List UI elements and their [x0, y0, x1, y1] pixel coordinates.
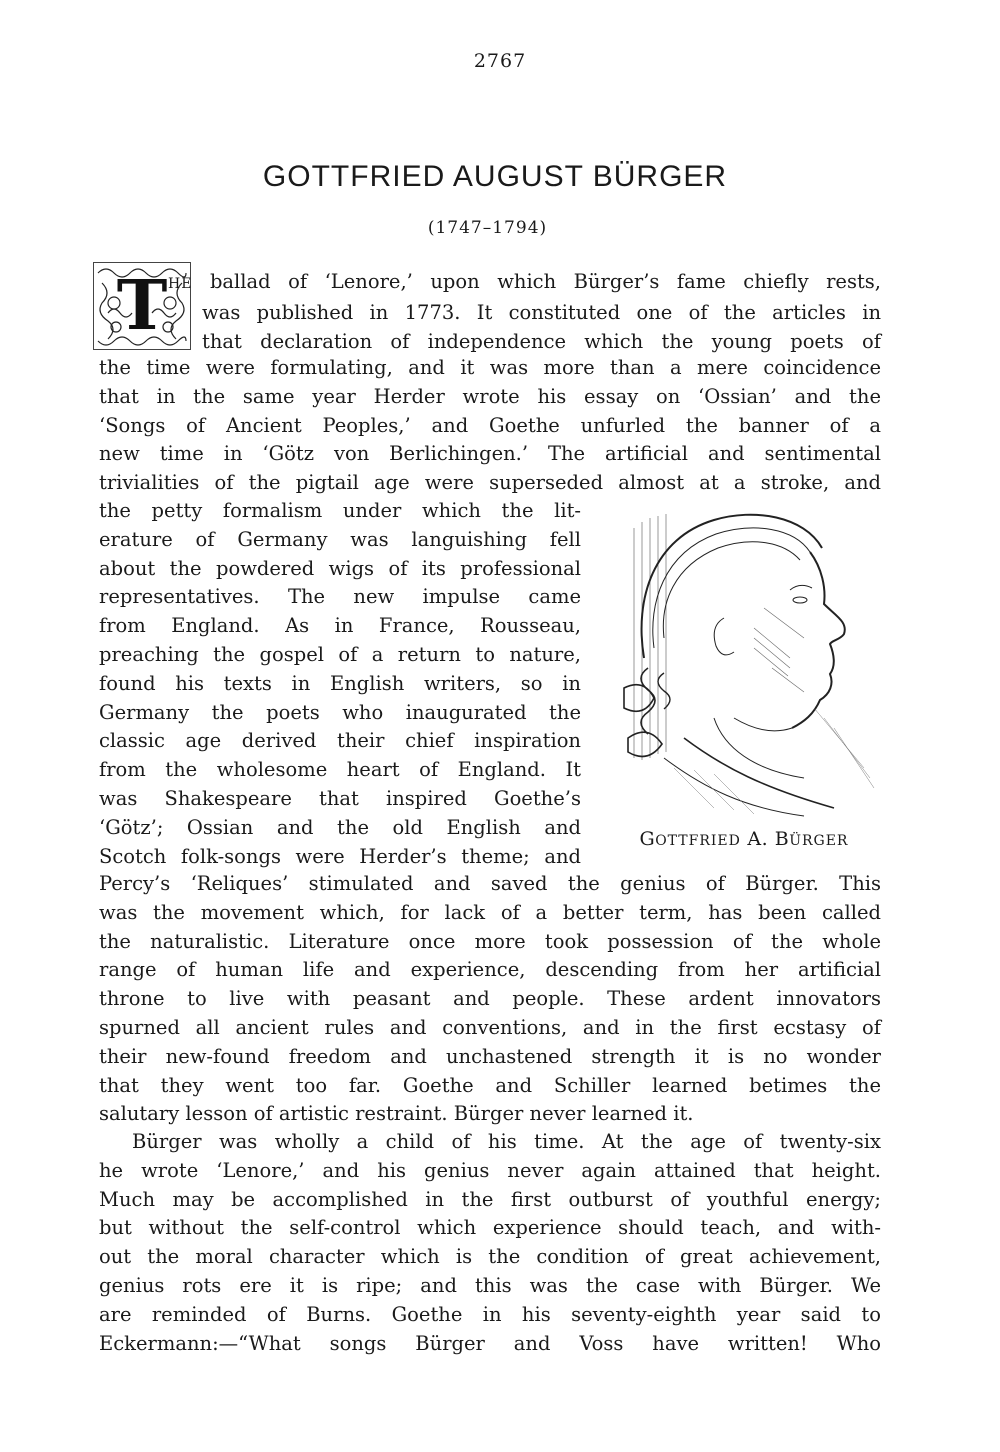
paragraph-2 — [99, 1128, 881, 1358]
portrait-profile-icon — [604, 508, 886, 818]
page-number: 2767 — [473, 50, 527, 72]
text-line: throne to live with peasant and people. These ardent innovators — [99, 987, 881, 1011]
text-line: representatives. The new impulse came — [99, 585, 581, 609]
text-line: Much may be accomplished in the first outburst of youthful energy; — [99, 1187, 881, 1211]
life-dates: (1747–1794) — [427, 218, 548, 238]
text-line: Scotch folk-songs were Herder’s theme; and — [99, 844, 581, 868]
text-line: found his texts in English writers, so in — [99, 671, 581, 695]
text-line: range of human life and experience, descending from her artificial — [99, 958, 881, 982]
text-line: HE ballad of ‘Lenore,’ upon which Bürger’s fame chiefly rests, — [168, 270, 881, 293]
text-line: are reminded of Burns. Goethe in his seventy-eighth year said to — [99, 1302, 881, 1326]
text-line: the petty formalism under which the lit- — [99, 499, 581, 522]
paragraph-1-full-a — [99, 354, 881, 498]
text-line: that in the same year Herder wrote his essay on ‘Ossian’ and the — [99, 384, 881, 408]
text-line: he wrote ‘Lenore,’ and his genius never again attained that height. — [99, 1158, 881, 1182]
text-line: the naturalistic. Literature once more took possession of the whole — [99, 929, 881, 953]
text-line: preaching the gospel of a return to nature, — [99, 642, 581, 666]
text-line: trivialities of the pigtail age were superseded almost at a stroke, and — [99, 471, 881, 495]
text-line: that they went too far. Goethe and Schiller learned betimes the — [99, 1073, 881, 1097]
text-line: about the powdered wigs of its professional — [99, 556, 581, 580]
text-line: Eckermann:—“What songs Bürger and Voss have written! Who — [99, 1331, 881, 1355]
text-line: erature of Germany was languishing fell — [99, 527, 581, 551]
paragraph-1-narrow-column — [99, 497, 581, 871]
text-line: salutary lesson of artistic restraint. Bürger never learned it. — [99, 1102, 694, 1126]
text-line: was Shakespeare that inspired Goethe’s — [99, 786, 581, 810]
text-line: spurned all ancient rules and conventions, and in the first ecstasy of — [99, 1015, 881, 1039]
text-line: the time were formulating, and it was more than a mere coincidence — [99, 356, 881, 379]
text-line: was published in 1773. It constituted one of the articles in — [202, 300, 881, 324]
text-line: new time in ‘Götz von Berlichingen.’ The artificial and sentimental — [99, 442, 881, 466]
text-line: out the moral character which is the condition of great achievement, — [99, 1245, 881, 1269]
paragraph-1-full-b — [99, 870, 881, 1129]
text-line: was the movement which, for lack of a better term, has been called — [99, 900, 881, 924]
text-line: ‘Götz’; Ossian and the old English and — [99, 815, 581, 839]
text-line: from England. As in France, Rousseau, — [99, 614, 581, 638]
text-line: but without the self-control which experience should teach, and with- — [99, 1216, 881, 1240]
text-line: Germany the poets who inaugurated the — [99, 700, 581, 724]
text-line: from the wholesome heart of England. It — [99, 758, 581, 782]
text-line: genius rots ere it is ripe; and this was the case with Bürger. We — [99, 1273, 881, 1297]
text-line: their new-found freedom and unchastened strength it is no wonder — [99, 1044, 881, 1068]
first-word-small-caps: HE — [168, 276, 193, 292]
text-line: that declaration of independence which the young poets of — [202, 329, 881, 353]
svg-text:T: T — [116, 266, 168, 346]
text-line: classic age derived their chief inspiration — [99, 729, 581, 753]
text-line: Bürger was wholly a child of his time. At the age of twenty-six — [132, 1130, 881, 1153]
page-title: GOTTFRIED AUGUST BÜRGER — [262, 160, 728, 193]
portrait-engraving — [604, 508, 886, 818]
paragraph-1-opening — [168, 268, 881, 356]
text-line: ‘Songs of Ancient Peoples,’ and Goethe unfurled the banner of a — [99, 413, 881, 437]
portrait-caption: GOTTFRIED A. BÜRGER — [639, 828, 849, 850]
text-line: Percy’s ‘Reliques’ stimulated and saved the genius of Bürger. This — [99, 872, 881, 895]
